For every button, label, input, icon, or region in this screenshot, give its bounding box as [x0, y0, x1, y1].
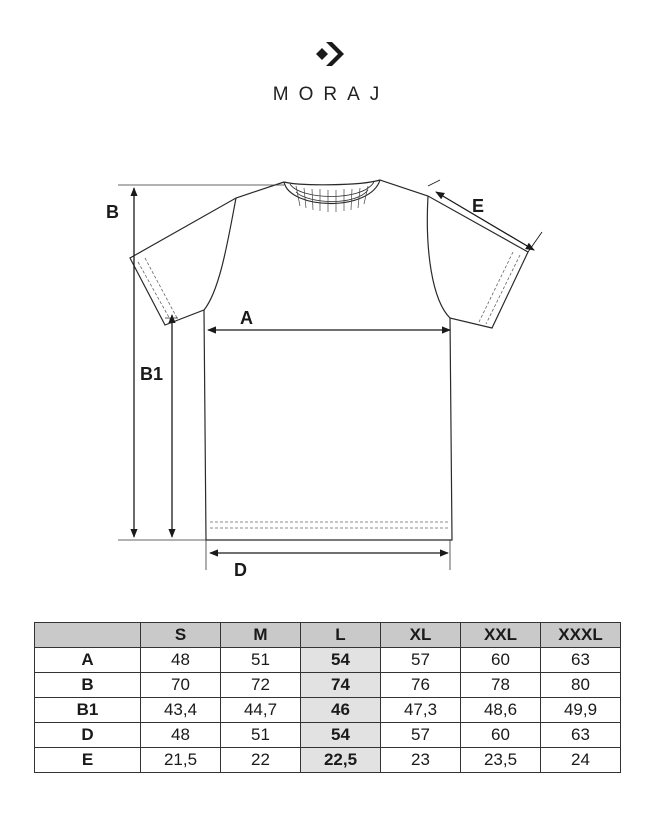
- table-cell: 48,6: [461, 698, 541, 723]
- label-b1: B1: [140, 364, 164, 384]
- table-cell: 47,3: [381, 698, 461, 723]
- table-cell: 51: [221, 648, 301, 673]
- table-cell: 78: [461, 673, 541, 698]
- label-e: E: [472, 196, 485, 216]
- row-header: B: [35, 673, 141, 698]
- table-cell: 48: [141, 723, 221, 748]
- row-header: A: [35, 648, 141, 673]
- table-cell: 63: [541, 648, 621, 673]
- label-d: D: [234, 560, 247, 580]
- table-cell: 60: [461, 648, 541, 673]
- table-cell: 70: [141, 673, 221, 698]
- table-cell: 54: [301, 723, 381, 748]
- table-cell: 44,7: [221, 698, 301, 723]
- row-header: D: [35, 723, 141, 748]
- table-cell: 22: [221, 748, 301, 773]
- table-row: [35, 698, 621, 723]
- row-header: E: [35, 748, 141, 773]
- column-header: XXL: [461, 623, 541, 648]
- column-header: L: [301, 623, 381, 648]
- brand-name: MORAJ: [272, 84, 390, 105]
- table-header-row: [35, 623, 621, 648]
- column-header: XL: [381, 623, 461, 648]
- dimension-e-line: [436, 192, 534, 250]
- table-cell: 24: [541, 748, 621, 773]
- table-cell: 57: [381, 723, 461, 748]
- table-cell: 72: [221, 673, 301, 698]
- table-row: [35, 723, 621, 748]
- table-cell: 63: [541, 723, 621, 748]
- table-cell: 60: [461, 723, 541, 748]
- table-cell: 51: [221, 723, 301, 748]
- column-header: M: [221, 623, 301, 648]
- row-header: B1: [35, 698, 141, 723]
- table-cell: 23,5: [461, 748, 541, 773]
- label-a: A: [240, 308, 253, 328]
- table-cell: 54: [301, 648, 381, 673]
- table-cell: 22,5: [301, 748, 381, 773]
- table-cell: 46: [301, 698, 381, 723]
- column-header: S: [141, 623, 221, 648]
- table-row: [35, 648, 621, 673]
- column-header: XXXL: [541, 623, 621, 648]
- table-cell: 23: [381, 748, 461, 773]
- table-corner-cell: [35, 623, 141, 648]
- table-row: [35, 673, 621, 698]
- table-cell: 49,9: [541, 698, 621, 723]
- table-cell: 74: [301, 673, 381, 698]
- shirt-outline: [130, 180, 528, 540]
- table-cell: 43,4: [141, 698, 221, 723]
- table-cell: 80: [541, 673, 621, 698]
- table-cell: 76: [381, 673, 461, 698]
- table-cell: 21,5: [141, 748, 221, 773]
- size-table: [34, 622, 621, 773]
- table-cell: 48: [141, 648, 221, 673]
- table-cell: 57: [381, 648, 461, 673]
- table-row: [35, 748, 621, 773]
- label-b: B: [106, 202, 119, 222]
